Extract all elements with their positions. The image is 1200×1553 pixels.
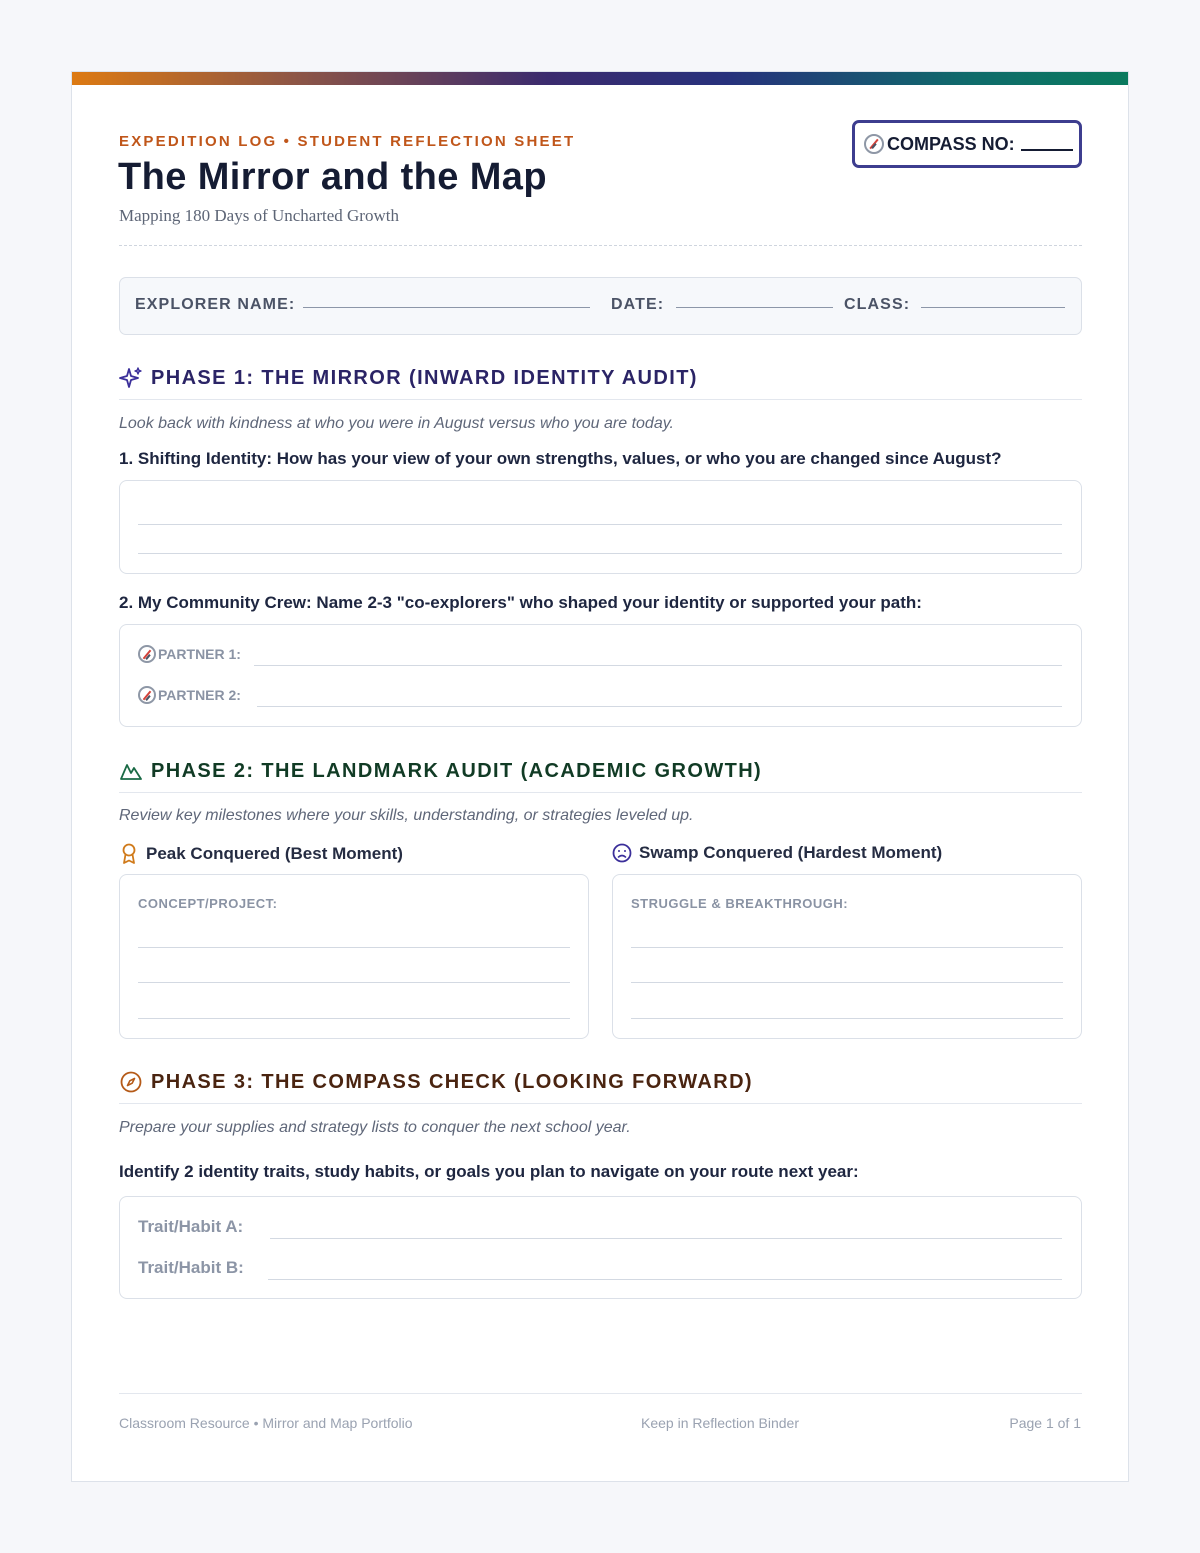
writing-line: [138, 524, 1062, 525]
writing-line: [631, 1018, 1063, 1019]
date-field[interactable]: [676, 307, 833, 308]
footer-center: Keep in Reflection Binder: [641, 1415, 799, 1431]
compass-number-box[interactable]: [852, 120, 1082, 168]
phase3-intro: Prepare your supplies and strategy lists to conquer the next school year.: [119, 1119, 631, 1136]
explorer-name-label: EXPLORER NAME:: [135, 296, 296, 313]
class-label: CLASS:: [844, 296, 911, 313]
writing-line: [631, 947, 1063, 948]
writing-line: [631, 982, 1063, 983]
writing-line: [138, 947, 570, 948]
trait-a-label: Trait/Habit A:: [138, 1217, 244, 1236]
compass-number-blank[interactable]: [1021, 137, 1073, 151]
phase1-heading-text: PHASE 1: THE MIRROR (INWARD IDENTITY AUDIT): [151, 366, 698, 389]
writing-line: [138, 1018, 570, 1019]
partner1-label: PARTNER 1:: [138, 645, 241, 663]
eyebrow-label: EXPEDITION LOG • STUDENT REFLECTION SHEET: [119, 133, 576, 150]
community-crew-answer-box: [119, 624, 1082, 727]
footer-divider: [119, 1393, 1082, 1394]
phase2-heading-text: PHASE 2: THE LANDMARK AUDIT (ACADEMIC GROWTH): [151, 759, 763, 782]
question-shifting-identity: 1. Shifting Identity: How has your view of your own strengths, values, or who you are changed since August?: [119, 449, 1002, 468]
sparkle-icon: [119, 366, 143, 390]
mountain-icon: [119, 759, 143, 783]
award-ribbon-icon: [119, 843, 139, 865]
compass-icon: [864, 134, 884, 154]
compass-icon: [119, 1070, 143, 1094]
phase1-divider: [119, 399, 1082, 400]
page-title: The Mirror and the Map: [118, 156, 547, 198]
traits-answer-box: [119, 1196, 1082, 1299]
writing-line: [138, 553, 1062, 554]
phase3-heading: [119, 1070, 753, 1094]
question-next-year-traits: Identify 2 identity traits, study habits, or goals you plan to navigate on your route next year:: [119, 1162, 859, 1181]
compass-number-label: COMPASS NO:: [887, 133, 1015, 154]
class-field[interactable]: [921, 307, 1065, 308]
footer-page-number: Page 1 of 1: [1009, 1415, 1081, 1431]
student-info-bar: [119, 277, 1082, 335]
page-subtitle: Mapping 180 Days of Uncharted Growth: [119, 206, 399, 225]
frown-face-icon: [612, 843, 632, 863]
peak-conquered-answer-box[interactable]: [119, 874, 589, 1039]
compass-icon: [138, 645, 156, 663]
footer-left: Classroom Resource • Mirror and Map Portfolio: [119, 1415, 413, 1431]
partner1-field[interactable]: [254, 665, 1062, 666]
question-community-crew: 2. My Community Crew: Name 2-3 "co-explorers" who shaped your identity or supported your path:: [119, 593, 922, 612]
concept-project-label: CONCEPT/PROJECT:: [138, 896, 278, 911]
partner2-label: PARTNER 2:: [138, 686, 241, 704]
phase2-divider: [119, 792, 1082, 793]
swamp-conquered-answer-box[interactable]: [612, 874, 1082, 1039]
worksheet-page: [71, 71, 1129, 1482]
trait-b-field[interactable]: [268, 1279, 1062, 1280]
compass-icon: [138, 686, 156, 704]
phase1-intro: Look back with kindness at who you were in August versus who you are today.: [119, 415, 674, 432]
explorer-name-field[interactable]: [303, 307, 590, 308]
phase2-intro: Review key milestones where your skills, understanding, or strategies leveled up.: [119, 807, 694, 824]
date-label: DATE:: [611, 296, 665, 313]
swamp-conquered-heading: Swamp Conquered (Hardest Moment): [612, 843, 942, 863]
phase3-divider: [119, 1103, 1082, 1104]
trait-b-label: Trait/Habit B:: [138, 1258, 244, 1277]
partner2-field[interactable]: [257, 706, 1062, 707]
shifting-identity-answer-box[interactable]: [119, 480, 1082, 574]
gradient-top-bar: [72, 72, 1128, 85]
trait-a-field[interactable]: [270, 1238, 1062, 1239]
phase2-heading: [119, 759, 762, 783]
header-divider: [119, 245, 1082, 246]
peak-conquered-heading: Peak Conquered (Best Moment): [119, 843, 403, 865]
writing-line: [138, 982, 570, 983]
phase1-heading: [119, 366, 698, 390]
phase3-heading-text: PHASE 3: THE COMPASS CHECK (LOOKING FORWARD): [151, 1070, 753, 1093]
struggle-breakthrough-label: STRUGGLE & BREAKTHROUGH:: [631, 896, 849, 911]
